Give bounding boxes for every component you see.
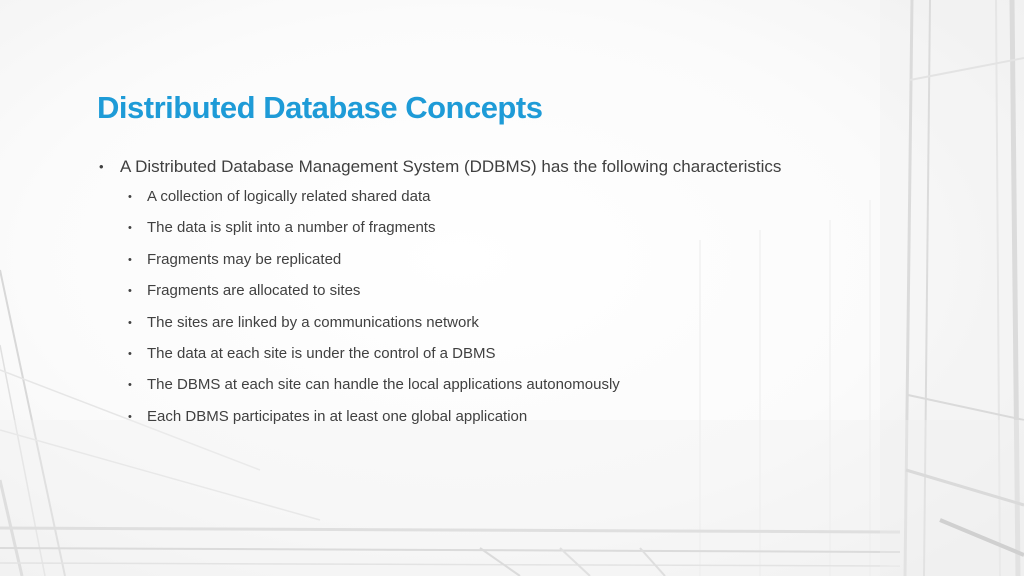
main-bullet-item bbox=[99, 156, 819, 178]
bullet-marker: • bbox=[128, 347, 132, 360]
list-item-text: The data is split into a number of fragments bbox=[147, 219, 436, 237]
list-item-text: Each DBMS participates in at least one global application bbox=[147, 407, 528, 425]
bullet-marker: • bbox=[128, 191, 132, 203]
list-item-text: The DBMS at each site can handle the local applications autonomously bbox=[147, 376, 620, 394]
bullet-marker: • bbox=[128, 379, 132, 392]
list-item-text: Fragments are allocated to sites bbox=[147, 282, 361, 300]
list-item-text: A collection of logically related shared data bbox=[147, 188, 431, 205]
list-item bbox=[128, 280, 819, 302]
slide-content bbox=[99, 156, 819, 437]
list-item-text: The data at each site is under the control of a DBMS bbox=[147, 344, 496, 362]
bullet-marker: • bbox=[128, 410, 132, 423]
bullet-marker: • bbox=[128, 285, 132, 298]
list-item-text: Fragments may be replicated bbox=[147, 250, 342, 268]
bullet-marker: • bbox=[128, 253, 132, 266]
bullet-marker: • bbox=[128, 222, 132, 235]
main-bullet-text: A Distributed Database Management System (DDBMS) has the following characteristics bbox=[120, 157, 782, 176]
list-item bbox=[128, 343, 819, 365]
list-item bbox=[128, 374, 819, 396]
list-item-text: The sites are linked by a communications network bbox=[147, 313, 479, 331]
list-item bbox=[128, 217, 819, 239]
slide-title: Distributed Database Concepts bbox=[97, 90, 543, 125]
list-item bbox=[128, 249, 819, 271]
list-item bbox=[128, 406, 819, 428]
list-item bbox=[128, 186, 819, 208]
characteristics-list bbox=[99, 186, 819, 428]
list-item bbox=[128, 312, 819, 334]
bullet-marker: • bbox=[128, 316, 132, 329]
bullet-marker: • bbox=[99, 159, 104, 174]
